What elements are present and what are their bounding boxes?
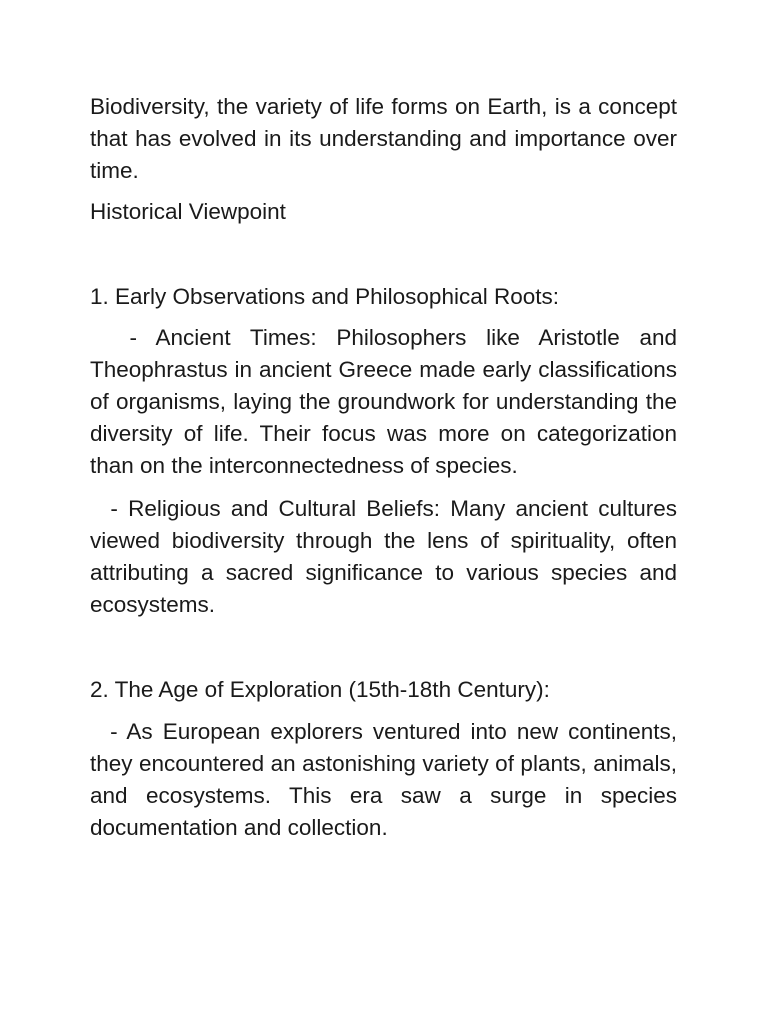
section-1-bullet-ancient-times: - Ancient Times: Philosophers like Aristotle and Theophrastus in ancient Greece made early classifications of organisms, laying the groundwork for understanding the diversity of life. Their focus was more on categorization than on the interconnectedness of species. [90,325,684,478]
section-1-bullet-religious-beliefs: - Religious and Cultural Beliefs: Many ancient cultures viewed biodiversity through the lens of spirituality, often attributing a sacred significance to various species and ecosystems. [90,496,684,617]
section-1-title: 1. Early Observations and Philosophical Roots: [90,284,559,309]
section-heading: Historical Viewpoint [90,199,286,224]
document-page [90,91,684,844]
section-2-title: 2. The Age of Exploration (15th-18th Century): [90,677,550,702]
section-2-bullet-exploration: - As European explorers ventured into new continents, they encountered an astonishing variety of plants, animals, and ecosystems. This era saw a surge in species documentation and collection. [90,719,684,840]
intro-paragraph: Biodiversity, the variety of life forms on Earth, is a concept that has evolved in its understanding and importance over time. [90,94,677,183]
